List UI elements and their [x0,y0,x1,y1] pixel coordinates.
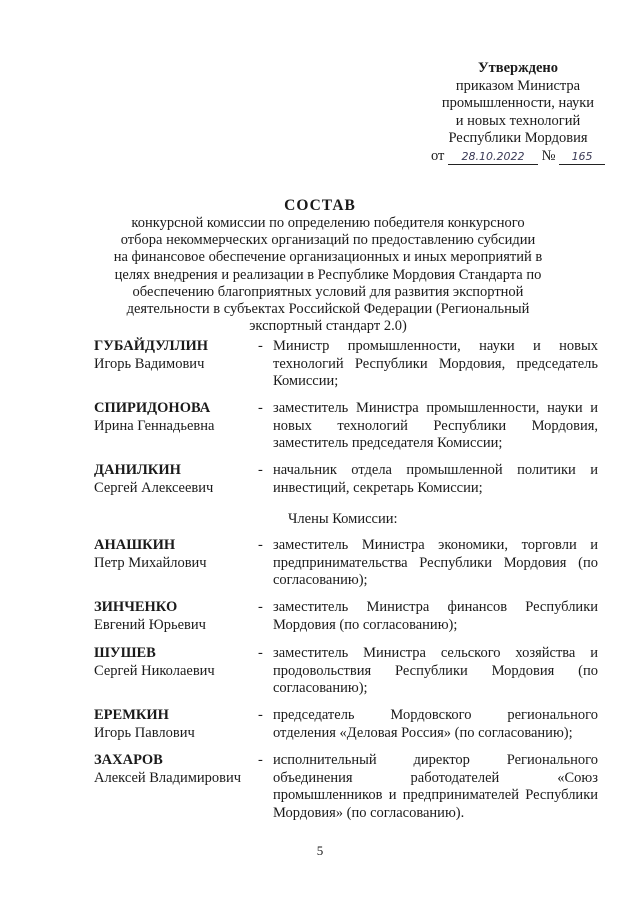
member-given-name: Игорь Вадимович [94,355,205,372]
entry-dash: - [258,338,263,354]
member-surname: ЗАХАРОВ [94,752,163,768]
document-title: СОСТАВ [284,197,356,214]
member-role: заместитель Министра промышленности, науки и новых технологий Республики Мордовия, заместитель председателя Комиссии; [273,400,598,451]
entry-dash: - [258,707,263,723]
member-surname: ЗИНЧЕНКО [94,599,178,615]
member-role: заместитель Министра сельского хозяйства и продовольствия Республики Мордовия (по согласованию); [273,645,598,696]
member-given-name: Петр Михайлович [94,554,207,571]
approval-line-1: приказом Министра [455,77,581,94]
approval-heading: Утверждено [478,60,558,76]
member-name [94,400,264,435]
number-label: № [541,147,556,164]
member-name [94,707,264,742]
document-subtitle: конкурсной комиссии по определению победителя конкурсного отбора некоммерческих организаций по предоставлению субсидии на финансовое обеспечение организационных и иных мероприятий в целях внедрения и реализации в Республике Мордовия Стандарта по обеспечению благоприятных условий для развития экспортной деятельности в субъектах Российской Федерации (Региональный экспортный стандарт 2.0) [113,215,543,335]
member-surname: АНАШКИН [94,537,176,553]
member-name [94,599,264,634]
handwritten-number: 165 [559,150,605,165]
member-given-name: Сергей Николаевич [94,662,215,679]
member-given-name: Сергей Алексеевич [94,479,214,496]
member-role: начальник отдела промышленной политики и инвестиций, секретарь Комиссии; [273,462,598,496]
approval-line-4: Республики Мордовия [448,130,588,146]
entry-dash: - [258,752,263,768]
member-role: Министр промышленности, науки и новых технологий Республики Мордовия, председатель Комиссии; [273,338,598,389]
member-name [94,338,264,373]
member-role: заместитель Министра экономики, торговли и предпринимательства Республики Мордовия (по согласованию); [273,537,598,588]
entry-dash: - [258,599,263,615]
member-surname: ГУБАЙДУЛЛИН [94,338,209,354]
entry-dash: - [258,462,263,478]
member-name [94,537,264,572]
member-name [94,645,264,680]
entry-dash: - [258,537,263,553]
approval-line-3: и новых технологий [455,112,581,129]
member-surname: ШУШЕВ [94,645,156,661]
member-given-name: Ирина Геннадьевна [94,417,215,434]
page-number: 5 [316,843,324,858]
member-given-name: Игорь Павлович [94,724,195,741]
member-name [94,462,264,497]
approval-line-2: промышленности, науки [441,95,595,111]
member-given-name: Алексей Владимирович [94,769,242,786]
member-given-name: Евгений Юрьевич [94,616,206,633]
member-role: председатель Мордовского регионального отделения «Деловая Россия» (по согласованию); [273,707,598,741]
handwritten-date: 28.10.2022 [448,150,538,165]
member-role: заместитель Министра финансов Республики Мордовия (по согласованию); [273,599,598,633]
members-heading: Члены Комиссии: [288,511,398,527]
approval-block [418,60,618,165]
from-label: от [430,147,445,164]
member-surname: СПИРИДОНОВА [94,400,211,416]
member-surname: ДАНИЛКИН [94,462,181,478]
entry-dash: - [258,400,263,416]
member-role: исполнительный директор Регионального объединения работодателей «Союз промышленников и предпринимателей Республики Мордовия» (по согласованию). [273,752,598,821]
order-line [418,148,618,166]
member-surname: ЕРЕМКИН [94,707,169,723]
member-name [94,752,264,787]
entry-dash: - [258,645,263,661]
